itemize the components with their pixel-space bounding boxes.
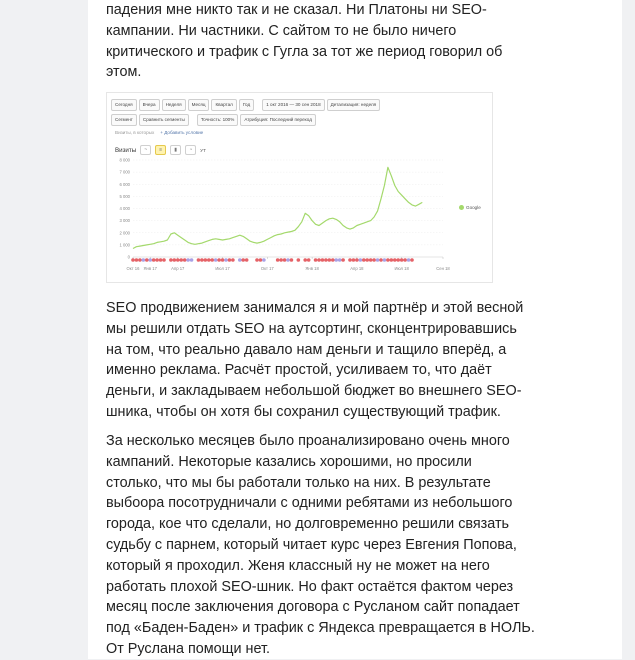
annotation-marker	[314, 258, 318, 262]
annotation-marker	[396, 258, 400, 262]
x-tick-label: Июл 18	[395, 266, 410, 271]
annotation-marker	[145, 258, 149, 262]
annotation-marker	[262, 258, 266, 262]
annotation-marker	[338, 258, 342, 262]
annotation-marker	[362, 258, 366, 262]
annotation-marker	[369, 258, 373, 262]
annotation-marker	[155, 258, 159, 262]
annotation-marker	[324, 258, 328, 262]
annotation-marker	[152, 258, 156, 262]
annotation-marker	[383, 258, 387, 262]
period-year-button[interactable]: Год	[239, 99, 254, 111]
x-tick-label: Янв 18	[305, 266, 319, 271]
annotation-marker	[341, 258, 345, 262]
detail-select[interactable]: Детализация: неделя	[327, 99, 381, 111]
line-chart-icon[interactable]: ~	[140, 145, 151, 155]
annotation-marker	[410, 258, 414, 262]
annotation-marker	[403, 258, 407, 262]
compare-segments-button[interactable]: Сравнить сегменты	[139, 114, 189, 126]
annotation-marker	[352, 258, 356, 262]
annotation-marker	[241, 258, 245, 262]
chart-title: Визиты	[115, 147, 136, 154]
annotation-marker	[297, 258, 301, 262]
annotation-marker	[224, 258, 228, 262]
y-tick-label: 4 000	[120, 206, 131, 211]
annotation-marker	[276, 258, 280, 262]
annotation-marker	[131, 258, 135, 262]
chart-legend[interactable]	[459, 205, 481, 210]
annotation-marker	[142, 258, 146, 262]
period-week-button[interactable]: Неделя	[162, 99, 186, 111]
y-tick-label: 6 000	[120, 182, 131, 187]
annotation-marker	[238, 258, 242, 262]
x-tick-label: Сен 18	[436, 266, 450, 271]
annotation-marker	[148, 258, 152, 262]
filter-hint: Визиты, в которых	[115, 130, 154, 135]
annotation-marker	[393, 258, 397, 262]
annotation-marker	[197, 258, 201, 262]
y-tick-label: 7 000	[120, 170, 131, 175]
annotation-marker	[138, 258, 142, 262]
annotation-marker	[162, 258, 166, 262]
annotation-marker	[210, 258, 214, 262]
annotation-marker	[400, 258, 404, 262]
annotation-marker	[390, 258, 394, 262]
scrollbar-track[interactable]	[622, 0, 635, 659]
annotation-marker	[283, 258, 287, 262]
annotation-marker	[328, 258, 332, 262]
segment-button[interactable]: Сегмент	[111, 114, 137, 126]
annotation-marker	[179, 258, 183, 262]
series-line-google	[133, 167, 422, 248]
annotation-marker	[379, 258, 383, 262]
annotation-marker	[245, 258, 249, 262]
visits-chart	[107, 93, 492, 282]
article-paragraph-traffic: падения мне никто так и не сказал. Ни Платоны ни SEO- кампании. Ни частники. С сайтом то не было ничего критического и трафик с Гугла за тот же период говорил об этом.	[106, 0, 546, 83]
analytics-screenshot	[106, 92, 493, 283]
article-paragraph-outcome: За несколько месяцев было проанализировано очень много кампаний. Некоторые казались хорошими, но просили столько, что мы бы работали только на них. В результате выбоора посотрудничали с одними ребятами из небольшого города, кое что сделали, но долговременно решили связать судьбу с парнем, который читает курс через Евгения Попова, который я проходил. Женя классный ну не может на него работать плохой SEO-шник. Но факт остаётся фактом через месяц после заключения договора с Русланом сайт попадает под «Баден-Баден» и трафик с Яндекса превращается в НОЛЬ. От Руслана помощи нет.	[106, 431, 546, 660]
annotation-marker	[190, 258, 194, 262]
annotation-marker	[176, 258, 180, 262]
legend-swatch	[459, 205, 464, 210]
annotation-marker	[365, 258, 369, 262]
annotation-marker	[386, 258, 390, 262]
annotation-marker	[286, 258, 290, 262]
legend-label: Google	[466, 205, 481, 210]
annotation-marker	[207, 258, 211, 262]
annotation-marker	[407, 258, 411, 262]
annotation-marker	[359, 258, 363, 262]
annotation-marker	[135, 258, 139, 262]
date-range-button[interactable]: 1 окт 2016 — 30 сен 2018	[262, 99, 324, 111]
y-tick-label: 1 000	[120, 242, 131, 247]
x-tick-label: Апр 18	[350, 266, 364, 271]
granularity-select[interactable]: УТ	[200, 148, 206, 153]
annotation-marker	[348, 258, 352, 262]
attribution-select[interactable]: Атрибуция: Последний переход	[240, 114, 316, 126]
period-today-button[interactable]: Сегодня	[111, 99, 137, 111]
x-tick-label: Окт 16	[127, 266, 141, 271]
annotation-marker	[228, 258, 232, 262]
x-tick-label: Янв 17	[144, 266, 158, 271]
bar-chart-icon[interactable]: ▮	[170, 145, 181, 155]
add-condition-link[interactable]: + Добавить условие	[160, 130, 203, 135]
annotation-marker	[217, 258, 221, 262]
annotation-marker	[376, 258, 380, 262]
annotation-marker	[173, 258, 177, 262]
annotation-marker	[169, 258, 173, 262]
pie-chart-icon[interactable]: ◔	[185, 145, 196, 155]
x-tick-label: Апр 17	[171, 266, 185, 271]
annotation-marker	[259, 258, 263, 262]
x-tick-label: Июл 17	[215, 266, 230, 271]
y-tick-label: 5 000	[120, 194, 131, 199]
period-month-button[interactable]: Месяц	[188, 99, 210, 111]
annotation-marker	[334, 258, 338, 262]
annotation-marker	[255, 258, 259, 262]
annotation-marker	[159, 258, 163, 262]
annotation-marker	[317, 258, 321, 262]
period-yesterday-button[interactable]: Вчера	[139, 99, 160, 111]
article-paragraph-seo: SEO продвижением занимался я и мой партнёр и этой весной мы решили отдать SEO на аутсортинг, сконцентрировавшись на том, что реально давало нам деньги и тащило вперёд, а именно реклама. Расчёт простой, усиливаем то, что даёт деньги, и закладываем небольшой бюджет во внешнего SEO- шника, чтобы он хотя бы сохранил существующий трафик.	[106, 298, 546, 423]
area-chart-icon[interactable]: ≡	[155, 145, 166, 155]
y-tick-label: 8 000	[120, 158, 131, 163]
annotation-marker	[204, 258, 208, 262]
annotation-marker	[290, 258, 294, 262]
x-tick-label: Окт 17	[261, 266, 275, 271]
annotation-marker	[372, 258, 376, 262]
annotation-marker	[214, 258, 218, 262]
annotation-marker	[200, 258, 204, 262]
annotation-marker	[183, 258, 187, 262]
annotation-marker	[355, 258, 359, 262]
annotation-marker	[321, 258, 325, 262]
y-tick-label: 3 000	[120, 218, 131, 223]
period-quarter-button[interactable]: Квартал	[211, 99, 236, 111]
annotation-marker	[221, 258, 225, 262]
annotation-marker	[231, 258, 235, 262]
annotation-marker	[279, 258, 283, 262]
annotation-marker	[303, 258, 307, 262]
annotation-marker	[307, 258, 311, 262]
accuracy-select[interactable]: Точность: 100%	[197, 114, 238, 126]
annotation-marker	[186, 258, 190, 262]
y-tick-label: 0	[128, 255, 131, 260]
annotation-marker	[331, 258, 335, 262]
y-tick-label: 2 000	[120, 230, 131, 235]
